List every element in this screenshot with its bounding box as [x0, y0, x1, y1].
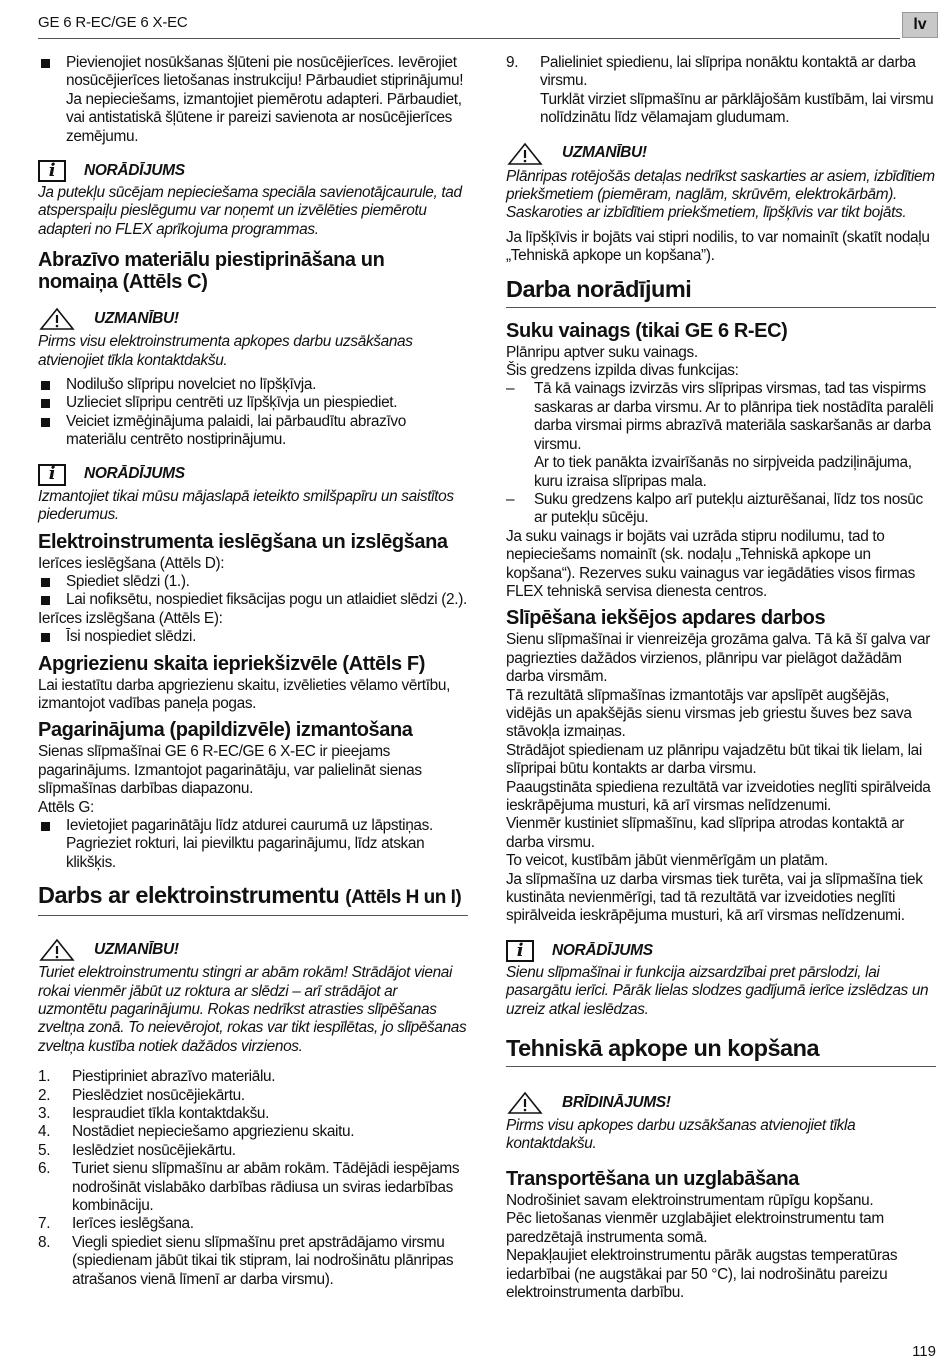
- paragraph: Ierīces ieslēgšana (Attēls D):: [38, 554, 225, 572]
- paragraph: Vienmēr kustiniet slīpmašīnu, kad slīpripa atrodas kontaktā ar darba virsmu.: [506, 815, 905, 851]
- language-badge: lv: [902, 12, 938, 38]
- info-icon: i: [38, 464, 66, 486]
- section-heading: Elektroinstrumenta ieslēgšana un izslēgšana: [38, 530, 448, 553]
- warning-icon: [38, 938, 76, 962]
- paragraph: Ierīces izslēgšana (Attēls E):: [38, 609, 223, 627]
- section-heading: Slīpēšana iekšējos apdares darbos: [506, 607, 826, 630]
- paragraph: Paaugstināta spiediena rezultātā var izveidoties neglīti spirālveida ieskrāpējuma musturi, kā arī virsmas nelīdzenumi.: [506, 778, 931, 814]
- warning-text: Pirms visu elektroinstrumenta apkopes darbu uzsākšanas atvienojiet tīkla kontaktdakšu.: [38, 333, 413, 369]
- paragraph: Nepakļaujiet elektroinstrumentu pārāk augstas temperatūras iedarbībai (ne augstākai par 50 °C), lai nodrošinātu pareizu elektroinstrumenta darbību.: [506, 1247, 898, 1301]
- steps-list: [38, 1068, 468, 1289]
- paragraph: Ja slīpmašīna uz darba virsmas tiek turēta, vai ja slīpmašīna tiek kustināta nevienmērīgi, tad tā rezultātā var izveidoties neglīti spirālveida ieskrāpējuma musturi, kā arī virsmas nelīdzenumi.: [506, 870, 923, 925]
- paragraph: Nodrošiniet savam elektroinstrumentam rūpīgu kopšanu.: [506, 1191, 874, 1209]
- paragraph: Plānripu aptver suku vainags.: [506, 343, 698, 361]
- paragraph: Pēc lietošanas vienmēr uzglabājiet elektroinstrumentu tam paredzētajā instrumenta somā.: [506, 1210, 884, 1246]
- note-text: Sienu slīpmašīnai ir funkcija aizsardzībai pret pārslodzi, lai pasargātu ierīci. Pārāk lielas slodzes gadījumā ierīce izslēdzas un uzreiz atkal ieslēdzas.: [506, 963, 929, 1018]
- page-number: 119: [912, 1343, 936, 1360]
- step-item: 1. Piestipriniet abrazīvo materiālu.: [38, 1068, 276, 1086]
- chapter-heading: Darbs ar elektroinstrumentu (Attēls H un I): [38, 882, 468, 916]
- paragraph: Attēls G:: [38, 798, 94, 816]
- warning-text: Plānripas rotējošās detaļas nedrīkst saskarties ar asiem, izbīdītiem priekšmetiem (piemēram, naglām, skrūvēm, elektrokārbām). Saskaroties ar izbīdītiem priekšmetiem, līpšķīvis var tikt bojāts.: [506, 167, 935, 222]
- section-heading: Abrazīvo materiālu piestiprināšana un nomaiņa (Attēls C): [38, 249, 385, 294]
- bullet-item: Lai nofiksētu, nospiediet fiksācijas pogu un atlaidiet slēdzi (2.).: [38, 591, 468, 609]
- bullet-item: Īsi nospiediet slēdzi.: [38, 628, 468, 646]
- warning-icon: [38, 307, 76, 331]
- step-item: 4. Nostādiet nepieciešamo apgriezienu skaitu.: [38, 1123, 355, 1141]
- dash-item: – Tā kā vainags izvirzās virs slīpripas virsmas, tad tas vispirms saskaras ar darba virsmu. Ar to plānripa tiek nostādīta paralēli darba virsmai pirms abrazīvā materiāla saskaršanās ar darba virsmu.: [506, 380, 934, 453]
- paragraph: Sienu slīpmašīnai ir vienreizēja grozāma galva. Tā kā šī galva var pagriezties dažādos virzienos, plānripu var pielāgot dažādām darba virsmām.: [506, 631, 931, 686]
- warning-heading: UZMANĪBU!: [38, 307, 468, 331]
- warning-icon: [506, 142, 544, 166]
- note-text: Izmantojiet tikai mūsu mājaslapā ieteikto smilšpapīru un saistītos piederumus.: [38, 487, 454, 524]
- dash-item: – Suku gredzens kalpo arī putekļu aizturēšanai, līdz tos nosūc ar putekļu sūcēju.: [506, 490, 923, 527]
- step-item: 8. Viegli spiediet sienu slīpmašīnu pret apstrādājamo virsmu (spiedienam jābūt tikai tik stipram, lai nodrošinātu plānripas atrašanos vienā līmenī ar darba virsmu).: [38, 1233, 454, 1288]
- paragraph: Ja līpšķīvis ir bojāts vai stipri nodilis, to var nomainīt (skatīt nodaļu „Tehniskā apkope un kopšana”).: [506, 228, 930, 265]
- left-column: [38, 54, 468, 1289]
- warning-text: Turiet elektroinstrumentu stingri ar abām rokām! Strādājot vienai rokai vienmēr jābūt uz roktura ar slēdzi – arī strādājot ar uzmontētu pagarinājumu. Rokas nedrīkst atrasties slīpēšanas zveltņa zonā. To neievērojot, rokas var tikt iespīlētas, jo slīpēšanas zveltņa kustība notiek dažādos virzienos.: [38, 964, 467, 1055]
- bullet-item: Ievietojiet pagarinātāju līdz atdurei caurumā uz lāpstiņas. Pagrieziet rokturi, lai pievilktu pagarinājumu, līdz atskan klikšķis.: [38, 817, 468, 872]
- paragraph: Tā rezultātā slīpmašīnas izmantotājs var apslīpēt augšējās, vidējās un apakšējās sienu virsmas jeb griestu šuves bez sava stāvokļa izmaiņas.: [506, 686, 912, 741]
- step-item: 3. Iespraudiet tīkla kontaktdakšu.: [38, 1105, 270, 1123]
- paragraph: Turklāt virziet slīpmašīnu ar pārklājošām kustībām, lai virsmu nolīdzinātu līdz vēlamajam gludumam.: [540, 90, 934, 127]
- paragraph: Strādājot spiedienam uz plānripu vajadzētu būt tikai tik lielam, lai slīpripai būtu kontakts ar darba virsmu.: [506, 741, 922, 778]
- warning-heading: UZMANĪBU!: [38, 938, 468, 962]
- warning-icon: [506, 1091, 544, 1115]
- paragraph: Sienas slīpmašīnai GE 6 R-EC/GE 6 X-EC ir pieejams pagarinājums. Izmantojot pagarinātāju, var palielināt sienas slīpmašīnas darbības diapazonu.: [38, 743, 422, 798]
- note-heading: i NORĀDĪJUMS: [506, 940, 936, 962]
- warning-heading: BRĪDINĀJUMS!: [506, 1091, 936, 1115]
- chapter-heading: Tehniskā apkope un kopšana: [506, 1035, 936, 1067]
- bullet-item: Spiediet slēdzi (1.).: [38, 573, 468, 591]
- bullet-item: Veiciet izmēģinājuma palaidi, lai pārbaudītu abrazīvo materiālu centrēto nostiprinājumu.: [38, 413, 468, 450]
- bullet-item: Nodilušo slīpripu novelciet no līpšķīvja.: [38, 376, 468, 394]
- chapter-heading: Darba norādījumi: [506, 276, 936, 308]
- step-item: 2. Pieslēdziet nosūcējiekārtu.: [38, 1086, 245, 1104]
- paragraph: To veicot, kustībām jābūt vienmērīgām un platām.: [506, 852, 828, 870]
- note-heading: i NORĀDĪJUMS: [38, 160, 468, 182]
- step-item: 5. Ieslēdziet nosūcējiekārtu.: [38, 1141, 236, 1159]
- paragraph: Ar to tiek panākta izvairīšanās no sirpjveida padziļinājuma, kuru izraisa slīpripas mala.: [534, 454, 912, 490]
- step-item: 9. Palieliniet spiedienu, lai slīpripa nonāktu kontaktā ar darba virsmu.: [506, 54, 916, 90]
- warning-text: Pirms visu apkopes darbu uzsākšanas atvienojiet tīkla kontaktdakšu.: [506, 1117, 856, 1153]
- header-model: GE 6 R-EC/GE 6 X-EC: [38, 14, 188, 31]
- bullet-item: Uzlieciet slīpripu centrēti uz līpšķīvja un piespiediet.: [38, 394, 468, 412]
- note-text: Ja putekļu sūcējam nepieciešama speciāla savienotājcaurule, tad atsperspaiļu pieslēgumu var noņemt un izvēlēties piemērotu adapteri no FLEX aprīkojuma programmas.: [38, 184, 462, 238]
- section-heading: Apgriezienu skaita iepriekšizvēle (Attēls F): [38, 652, 425, 675]
- info-icon: i: [506, 940, 534, 962]
- step-item: 6. Turiet sienu slīpmašīnu ar abām rokām. Tādējādi iespējams nodrošināt vislabāko darbības rādiusa un sviras iedarbības kombināciju.: [38, 1160, 460, 1215]
- warning-heading: UZMANĪBU!: [506, 142, 936, 166]
- section-heading: Pagarinājuma (papildizvēle) izmantošana: [38, 719, 413, 742]
- paragraph: Ja suku vainags ir bojāts vai uzrāda stipru nodilumu, tad to nepieciešams nomainīt (sk. nodaļu „Tehniskā apkope un kopšana“). Rezerves suku vainagus var iegādāties visos firmas FLEX tehniskā servisa dienesta centros.: [506, 527, 915, 600]
- header-rule: [38, 38, 900, 39]
- section-heading: Suku vainags (tikai GE 6 R-EC): [506, 319, 788, 342]
- note-heading: i NORĀDĪJUMS: [38, 464, 468, 486]
- info-icon: i: [38, 160, 66, 182]
- section-heading: Transportēšana un uzglabāšana: [506, 1167, 799, 1190]
- paragraph: Lai iestatītu darba apgriezienu skaitu, izvēlieties vēlamo vērtību, izmantojot vadības paneļa pogas.: [38, 676, 450, 712]
- bullet-item: Pievienojiet nosūkšanas šļūteni pie nosūcējierīces. Ievērojiet nosūcējierīces lietošanas instrukciju! Pārbaudiet stiprinājumu! Ja nepieciešams, izmantojiet piemērotu adapteri. Pārbaudiet, vai antistatiskā šļūtene ir pareizi savienota ar nosūcējierīces zemējumu.: [38, 54, 468, 146]
- paragraph: Šis gredzens izpilda divas funkcijas:: [506, 362, 739, 380]
- right-column: [506, 54, 936, 1302]
- step-item: 7. Ierīces ieslēgšana.: [38, 1215, 194, 1233]
